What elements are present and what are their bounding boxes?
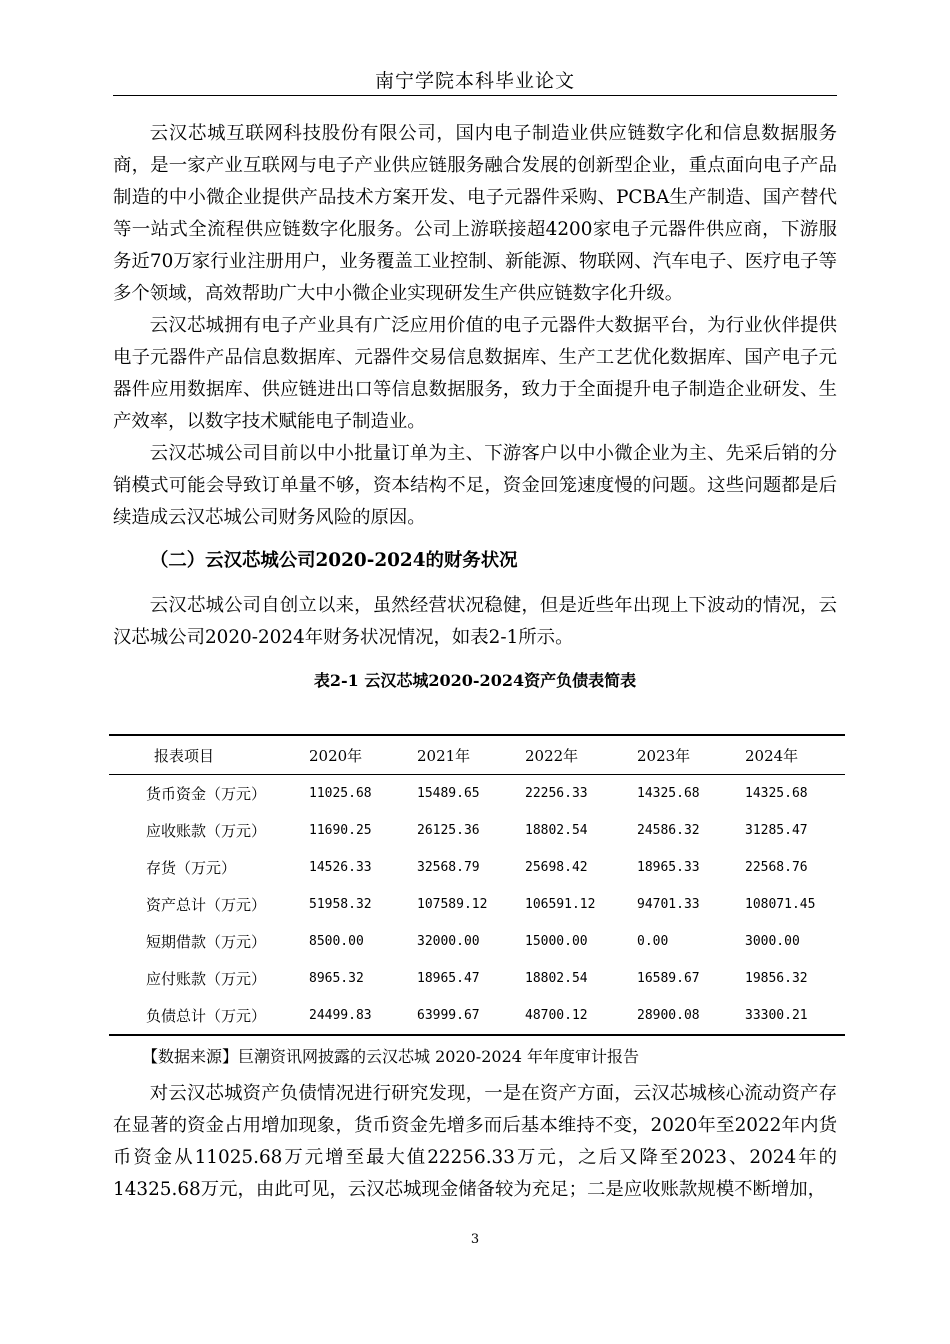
- row-label: 应付账款（万元）: [146, 970, 267, 988]
- balance-sheet-table: [109, 734, 845, 1036]
- row-label: 负债总计（万元）: [146, 1007, 267, 1025]
- table-cell: 18802.54: [525, 971, 588, 986]
- row-label: 存货（万元）: [146, 859, 237, 877]
- page-header-title: 南宁学院本科毕业论文: [374, 70, 575, 92]
- paragraph-analysis: 对云汉芯城资产负债情况进行研究发现，一是在资产方面，云汉芯城核心流动资产存在显著的资金占用增加现象，货币资金先增多而后基本维持不变，2020年至2022年内货币资金从11025.68万元增至最大值22256.33万元，之后又降至2023、2024年的14325.68万元，由此可见，云汉芯城现金储备较为充足；二是应收账款规模不断增加，: [113, 1083, 837, 1200]
- table-cell: 16589.67: [637, 971, 700, 986]
- table-cell: 22256.33: [525, 786, 588, 801]
- table-cell: 18965.47: [417, 971, 480, 986]
- row-label: 短期借款（万元）: [146, 933, 267, 951]
- table-cell: 15000.00: [525, 934, 588, 949]
- table-cell: 14526.33: [309, 860, 372, 875]
- page-number: 3: [470, 1232, 480, 1247]
- table-cell: 24499.83: [309, 1008, 372, 1023]
- paragraph-company-intro: 云汉芯城互联网科技股份有限公司，国内电子制造业供应链数字化和信息数据服务商，是一家产业互联网与电子产业供应链服务融合发展的创新型企业，重点面向电子产品制造的中小微企业提供产品技术方案开发、电子元器件采购、PCBA生产制造、国产替代等一站式全流程供应链数字化服务。公司上游联接超4200家电子元器件供应商，下游服务近70万家行业注册用户，业务覆盖工业控制、新能源、物联网、汽车电子、医疗电子等多个领域，高效帮助广大中小微企业实现研发生产供应链数字化升级。: [113, 123, 837, 304]
- row-label: 资产总计（万元）: [146, 896, 267, 914]
- header-cell-2022: 2022年: [525, 746, 579, 765]
- table-header-row: [109, 735, 845, 775]
- table-cell: 108071.45: [745, 897, 816, 912]
- table-cell: 26125.36: [417, 823, 480, 838]
- header-cell-2023: 2023年: [637, 746, 691, 765]
- table-cell: 11025.68: [309, 786, 372, 801]
- table-row: [109, 923, 845, 960]
- table-cell: 107589.12: [417, 897, 488, 912]
- paragraph-financial-overview: 云汉芯城公司自创立以来，虽然经营状况稳健，但是近些年出现上下波动的情况，云汉芯城公司2020-2024年财务状况情况，如表2-1所示。: [113, 595, 837, 648]
- table-row: [109, 812, 845, 849]
- header-cell-2021: 2021年: [417, 746, 471, 765]
- table-cell: 32568.79: [417, 860, 480, 875]
- table-cell: 25698.42: [525, 860, 588, 875]
- table-cell: 48700.12: [525, 1008, 588, 1023]
- paragraph-distribution-risk: 云汉芯城公司目前以中小批量订单为主、下游客户以中小微企业为主、先采后销的分销模式可能会导致订单量不够，资本结构不足，资金回笼速度慢的问题。这些问题都是后续造成云汉芯城公司财务风险的原因。: [113, 443, 837, 528]
- table-cell: 8965.32: [309, 971, 364, 986]
- header-cell-item: 报表项目: [154, 746, 215, 765]
- table-cell: 14325.68: [745, 786, 808, 801]
- table-row: [109, 960, 845, 997]
- table-cell: 18802.54: [525, 823, 588, 838]
- table-row: [109, 886, 845, 923]
- row-label: 应收账款（万元）: [146, 822, 267, 840]
- table-cell: 11690.25: [309, 823, 372, 838]
- table-cell: 15489.65: [417, 786, 480, 801]
- table-source-note: 【数据来源】巨潮资讯网披露的云汉芯城 2020-2024 年年度审计报告: [142, 1047, 640, 1066]
- header-cell-2020: 2020年: [309, 746, 363, 765]
- table-cell: 32000.00: [417, 934, 480, 949]
- table-cell: 8500.00: [309, 934, 364, 949]
- table-cell: 63999.67: [417, 1008, 480, 1023]
- paragraph-data-platform: 云汉芯城拥有电子产业具有广泛应用价值的电子元器件大数据平台，为行业伙伴提供电子元器件产品信息数据库、元器件交易信息数据库、生产工艺优化数据库、国产电子元器件应用数据库、供应链进出口等信息数据服务，致力于全面提升电子制造企业研发、生产效率，以数字技术赋能电子制造业。: [113, 315, 837, 432]
- table-cell: 14325.68: [637, 786, 700, 801]
- table-cell: 0.00: [637, 934, 669, 949]
- table-cell: 51958.32: [309, 897, 372, 912]
- table-cell: 31285.47: [745, 823, 808, 838]
- header-cell-2024: 2024年: [745, 746, 799, 765]
- table-cell: 24586.32: [637, 823, 700, 838]
- table-cell: 18965.33: [637, 860, 700, 875]
- table-cell: 106591.12: [525, 897, 596, 912]
- section-heading: （二）云汉芯城公司2020-2024的财务状况: [150, 550, 518, 571]
- table-cell: 19856.32: [745, 971, 808, 986]
- header-divider: [113, 95, 837, 96]
- table-row: [109, 849, 845, 886]
- table-cell: 28900.08: [637, 1008, 700, 1023]
- table-caption: 表2-1 云汉芯城2020-2024资产负债表简表: [313, 671, 637, 690]
- row-label: 货币资金（万元）: [146, 785, 267, 803]
- table-cell: 3000.00: [745, 934, 800, 949]
- table-cell: 94701.33: [637, 897, 700, 912]
- table-row: [109, 775, 845, 813]
- table-cell: 22568.76: [745, 860, 808, 875]
- table-row: [109, 997, 845, 1035]
- table-cell: 33300.21: [745, 1008, 808, 1023]
